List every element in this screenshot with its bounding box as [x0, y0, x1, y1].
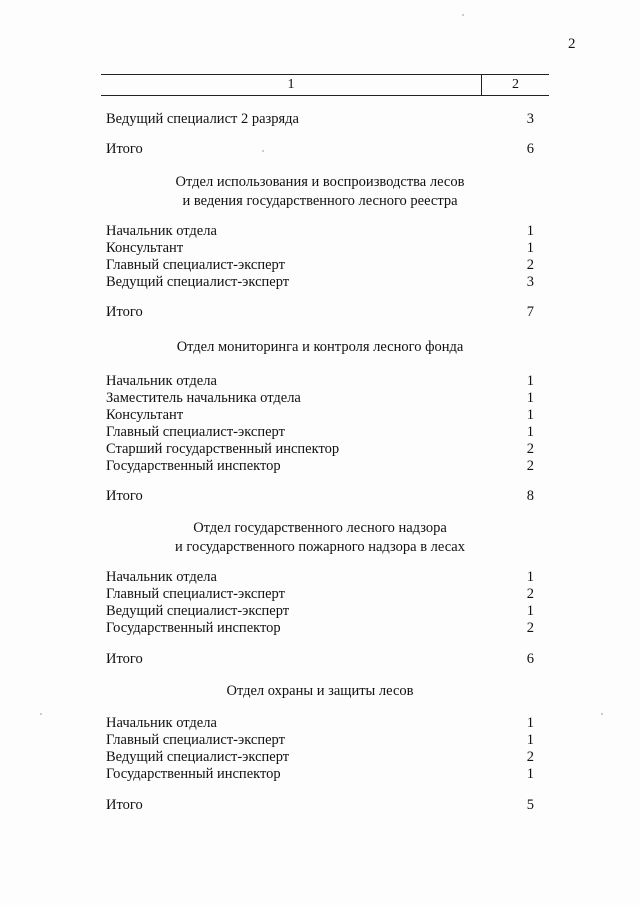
table-row	[106, 603, 538, 620]
position-label: Начальник отдела	[106, 715, 217, 731]
table-row	[106, 373, 538, 390]
table-row	[106, 111, 538, 128]
total-count: 6	[526, 141, 534, 157]
position-label: Главный специалист-эксперт	[106, 732, 285, 748]
position-count: 2	[526, 620, 534, 636]
scan-speck	[40, 713, 42, 715]
position-count: 1	[526, 603, 534, 619]
header-column-2: 2	[512, 77, 519, 92]
position-label: Ведущий специалист-эксперт	[106, 603, 290, 619]
position-count: 1	[526, 766, 534, 782]
position-count: 1	[526, 715, 534, 731]
total-row	[106, 488, 538, 505]
table-row	[106, 407, 538, 424]
position-label: Главный специалист-эксперт	[106, 586, 285, 602]
position-label: Государственный инспектор	[106, 766, 281, 782]
total-label: Итого	[106, 488, 143, 504]
table-row	[106, 274, 538, 291]
position-label: Главный специалист-эксперт	[106, 424, 285, 440]
position-label: Начальник отдела	[106, 223, 217, 239]
position-count: 2	[526, 586, 534, 602]
position-label: Ведущий специалист-эксперт	[106, 749, 290, 765]
position-count: 1	[526, 240, 534, 256]
position-count: 1	[526, 390, 534, 406]
table-row	[106, 749, 538, 766]
scan-speck	[601, 713, 603, 715]
position-label: Государственный инспектор	[106, 458, 281, 474]
position-label: Ведущий специалист 2 разряда	[106, 111, 299, 127]
position-label: Заместитель начальника отдела	[106, 390, 301, 406]
total-row	[106, 304, 538, 321]
position-count: 1	[526, 373, 534, 389]
total-label: Итого	[106, 651, 143, 667]
table-row	[106, 620, 538, 637]
section-heading	[100, 338, 540, 357]
position-label: Ведущий специалист-эксперт	[106, 274, 290, 290]
position-label: Консультант	[106, 407, 184, 423]
position-label: Государственный инспектор	[106, 620, 281, 636]
total-label: Итого	[106, 141, 143, 157]
total-row	[106, 651, 538, 668]
total-count: 6	[526, 651, 534, 667]
table-row	[106, 424, 538, 441]
section-heading	[100, 682, 540, 701]
position-count: 1	[526, 223, 534, 239]
table-row	[106, 240, 538, 257]
table-header	[101, 74, 549, 96]
table-row	[106, 390, 538, 407]
section-heading-line: Отдел мониторинга и контроля лесного фонда	[176, 339, 464, 355]
section-heading-line: Отдел охраны и защиты лесов	[226, 683, 414, 699]
table-row	[106, 586, 538, 603]
total-label: Итого	[106, 304, 143, 320]
section-heading	[100, 173, 540, 211]
position-label: Начальник отдела	[106, 373, 217, 389]
total-count: 8	[526, 488, 534, 504]
header-column-1: 1	[101, 75, 482, 95]
position-count: 2	[526, 749, 534, 765]
table-row	[106, 715, 538, 732]
scan-speck	[462, 14, 464, 16]
page-number: 2	[568, 36, 576, 52]
total-label: Итого	[106, 797, 143, 813]
position-count: 1	[526, 569, 534, 585]
table-row	[106, 223, 538, 240]
table-row	[106, 441, 538, 458]
table-row	[106, 766, 538, 783]
total-row	[106, 141, 538, 158]
table-row	[106, 458, 538, 475]
section-heading-line: и государственного пожарного надзора в лесах	[174, 539, 465, 555]
total-row	[106, 797, 538, 814]
position-count: 1	[526, 407, 534, 423]
section-heading-line: и ведения государственного лесного реестра	[182, 193, 458, 209]
total-count: 7	[526, 304, 534, 320]
position-count: 1	[526, 424, 534, 440]
table-row	[106, 569, 538, 586]
position-label: Начальник отдела	[106, 569, 217, 585]
position-count: 2	[526, 257, 534, 273]
position-label: Консультант	[106, 240, 184, 256]
position-label: Старший государственный инспектор	[106, 441, 340, 457]
position-count: 1	[526, 732, 534, 748]
position-count: 2	[526, 458, 534, 474]
section-heading-line: Отдел государственного лесного надзора	[193, 520, 447, 536]
table-row	[106, 257, 538, 274]
scan-speck	[262, 150, 264, 152]
total-count: 5	[526, 797, 534, 813]
section-heading-line: Отдел использования и воспроизводства лесов	[175, 174, 465, 190]
position-count: 3	[526, 111, 534, 127]
section-heading	[100, 519, 540, 557]
position-label: Главный специалист-эксперт	[106, 257, 285, 273]
position-count: 3	[526, 274, 534, 290]
position-count: 2	[526, 441, 534, 457]
table-row	[106, 732, 538, 749]
